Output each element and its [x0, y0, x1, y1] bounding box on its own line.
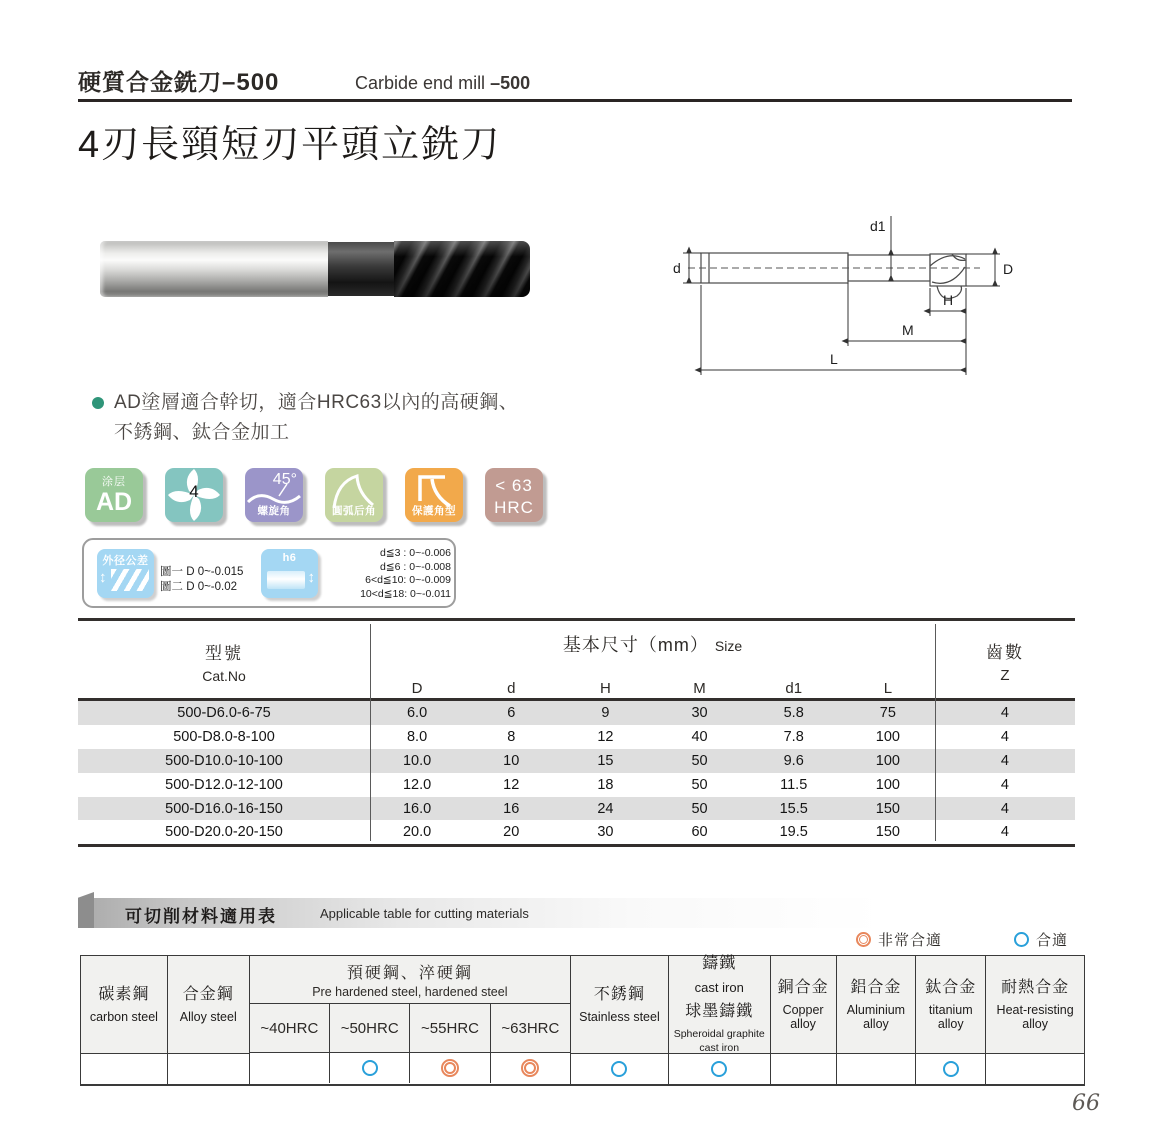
protect-corner-label: 保護角型	[412, 505, 456, 517]
size-table-body	[78, 701, 1075, 844]
series-name-zh: 硬質合金銑刀	[78, 69, 222, 95]
dimension-cell: 8.0	[406, 728, 428, 745]
bullet-dot-icon	[92, 397, 104, 409]
feature-note-line1: AD塗層適合幹切，適合HRC63以內的高硬鋼、	[114, 392, 519, 413]
hardness-badge	[485, 468, 543, 522]
material-name-en: Pre hardened steel, hardened steel	[312, 985, 508, 999]
teeth-cell: 4	[1000, 824, 1009, 841]
dimension-cell: 15.5	[779, 800, 808, 817]
dimension-cell: 6.0	[406, 704, 428, 721]
dimension-cell: 9	[601, 704, 610, 721]
coating-badge	[85, 468, 143, 522]
series-number-zh: –500	[222, 69, 280, 96]
dim-label-L: L	[830, 351, 838, 367]
dimension-cell: 9.6	[783, 752, 804, 769]
material-column	[770, 956, 836, 1084]
rating-cell	[837, 1054, 916, 1084]
material-name-zh: 預硬鋼、淬硬鋼	[346, 965, 473, 982]
material-name-zh: cast iron	[694, 979, 744, 995]
material-name-zh: 銅合金	[777, 978, 829, 996]
material-name-en: Alloy steel	[179, 1009, 237, 1024]
table-divider	[370, 624, 371, 841]
material-name-en: titanium alloy	[928, 1002, 973, 1031]
tolerance-fig1: 圖一 D 0~-0.015	[160, 566, 244, 578]
size-table-row	[78, 773, 1075, 797]
material-name-zh: 球墨鑄鐵	[685, 1002, 754, 1020]
legend-excellent	[856, 929, 942, 950]
material-column	[167, 956, 249, 1084]
dim-label-D: D	[1003, 261, 1014, 277]
dimension-cell: 8	[507, 728, 516, 745]
dimension-cell: 16.0	[402, 800, 432, 817]
dimension-cell: 100	[875, 752, 900, 769]
helix-angle-badge	[245, 468, 303, 522]
hardened-steel-group-header	[250, 956, 570, 1004]
size-header-zh: 基本尺寸（mm）	[562, 635, 709, 655]
relief-badge	[325, 468, 383, 522]
rating-cell	[250, 1053, 329, 1083]
series-number-en: –500	[490, 73, 531, 93]
material-header	[81, 956, 167, 1054]
material-column	[249, 956, 570, 1084]
material-name-zh: 鋁合金	[850, 978, 902, 996]
rating-cell	[771, 1054, 836, 1084]
updown-arrow-icon: ↕	[99, 569, 107, 586]
tolerance-range-row: d≦6 : 0~-0.008	[380, 560, 451, 573]
dimension-cell: 6	[507, 704, 516, 721]
dimension-cell: 50	[691, 776, 708, 793]
endmill-shank	[100, 241, 328, 297]
hardness-limit: < 63	[495, 476, 533, 495]
material-header	[837, 956, 916, 1054]
hrc-range-header: ~63HRC	[490, 1004, 570, 1052]
rating-cell	[409, 1053, 489, 1083]
rating-cell	[986, 1054, 1084, 1084]
dimension-cell: 7.8	[783, 728, 804, 745]
hrc-range-header: ~40HRC	[250, 1004, 329, 1052]
dimension-cell: 10	[503, 752, 520, 769]
materials-banner	[78, 898, 1085, 928]
catno-cell: 500-D16.0-16-150	[165, 800, 283, 817]
helix-angle-label: 螺旋角	[257, 505, 291, 517]
page-number: 66	[1072, 1091, 1100, 1116]
size-table-row	[78, 701, 1075, 725]
catno-header	[78, 621, 370, 701]
relief-label: 圓弧后角	[332, 505, 376, 517]
material-column	[915, 956, 985, 1084]
material-name-zh: 鑄鐵	[702, 954, 737, 972]
catno-cell: 500-D10.0-10-100	[165, 752, 283, 769]
legend-good-label: 合適	[1035, 932, 1068, 949]
tolerance-fig2: 圖二 D 0~-0.02	[160, 581, 238, 593]
material-name-zh: 碳素鋼	[98, 985, 150, 1003]
dimension-cell: 12.0	[402, 776, 432, 793]
dimension-column-label: d	[507, 680, 516, 697]
endmill-neck	[328, 242, 394, 296]
dimension-column-labels	[370, 680, 935, 697]
dimension-column-label: d1	[785, 680, 803, 697]
feature-note-line2: 不銹鋼、鈦合金加工	[114, 422, 290, 443]
rating-circle-excellent	[521, 1059, 539, 1077]
od-tolerance-badge	[97, 549, 154, 598]
table-divider	[935, 624, 936, 841]
catno-header-en: Cat.No	[202, 667, 246, 684]
material-header	[986, 956, 1084, 1054]
header-rule	[78, 99, 1072, 102]
dimension-cell: 60	[691, 824, 708, 841]
dimension-column-label: D	[411, 680, 423, 697]
dim-label-M: M	[902, 322, 914, 338]
series-title-en	[355, 73, 530, 94]
dimension-cell: 5.8	[783, 704, 804, 721]
dimension-cell: 30	[597, 824, 614, 841]
rating-circle-good	[711, 1061, 727, 1077]
materials-banner-en: Applicable table for cutting materials	[320, 906, 529, 921]
teeth-cell: 4	[1000, 704, 1009, 721]
teeth-header-en: Z	[1000, 667, 1010, 684]
rating-legend	[856, 929, 1068, 950]
material-name-zh: 不銹鋼	[593, 985, 645, 1003]
size-table-header	[78, 621, 1075, 701]
material-header	[571, 956, 668, 1054]
material-column	[836, 956, 916, 1084]
material-name-en: Stainless steel	[579, 1009, 660, 1024]
rating-cell	[329, 1053, 409, 1083]
tolerance-range-row: d≦3 : 0~-0.006	[380, 547, 451, 559]
material-name-en: Copper alloy	[782, 1002, 824, 1031]
size-table-row	[78, 820, 1075, 844]
rating-circle-good	[611, 1061, 627, 1077]
dimension-cell: 100	[875, 728, 900, 745]
rating-cell	[916, 1054, 985, 1084]
hrc-range-header: ~50HRC	[329, 1004, 409, 1052]
material-name-en: Heat-resisting alloy	[996, 1002, 1074, 1031]
material-name-en: carbon steel	[89, 1009, 158, 1024]
feature-note	[92, 388, 518, 448]
catno-cell: 500-D12.0-12-100	[165, 776, 283, 793]
helix-angle-value: 45°	[272, 471, 297, 488]
od-tolerance-label: 外径公差	[102, 555, 149, 567]
flute-count-badge	[165, 468, 223, 522]
catno-header-zh: 型號	[205, 643, 243, 663]
material-column	[985, 956, 1084, 1084]
rating-cell	[81, 1054, 167, 1084]
series-title-zh	[78, 64, 279, 97]
dimension-cell: 150	[875, 824, 900, 841]
teeth-cell: 4	[1000, 752, 1009, 769]
flute-count-value: 4	[189, 482, 199, 502]
dimension-column-label: M	[693, 680, 706, 697]
dimension-cell: 15	[597, 752, 614, 769]
coating-badge-label: 涂层	[102, 476, 126, 488]
catno-cell: 500-D6.0-6-75	[177, 704, 271, 721]
double-circle-icon	[856, 932, 871, 947]
rating-cell	[669, 1054, 770, 1084]
size-table	[78, 618, 1075, 847]
material-name-en: Aluminium alloy	[846, 1002, 906, 1031]
tolerance-range-row: 6<d≦10: 0~-0.009	[365, 574, 451, 586]
rating-circle-good	[362, 1060, 378, 1076]
material-header	[168, 956, 249, 1054]
dimension-cell: 20.0	[402, 824, 432, 841]
circle-icon	[1014, 932, 1029, 947]
legend-excellent-label: 非常合適	[878, 932, 943, 949]
dimension-cell: 50	[691, 752, 708, 769]
tolerance-ranges	[327, 547, 451, 601]
material-header	[669, 956, 770, 1054]
size-group-header	[370, 621, 935, 701]
material-column	[81, 956, 167, 1084]
material-name-zh: 耐熱合金	[1001, 978, 1070, 996]
dimension-cell: 150	[875, 800, 900, 817]
dimension-cell: 10.0	[402, 752, 432, 769]
table-bottom-border	[78, 844, 1075, 847]
rating-circle-excellent	[441, 1059, 459, 1077]
cylinder-icon	[267, 571, 305, 589]
hardness-unit: HRC	[494, 498, 534, 517]
coating-badge-value: AD	[95, 488, 133, 516]
rating-circle-good	[943, 1061, 959, 1077]
dimension-cell: 11.5	[780, 776, 808, 793]
product-title: 4刃長頸短刃平頭立銑刀	[78, 124, 502, 166]
material-header	[916, 956, 985, 1054]
h6-label: h6	[282, 552, 297, 564]
rating-cell	[168, 1054, 249, 1084]
endmill-flutes	[394, 241, 530, 297]
dimension-cell: 40	[691, 728, 708, 745]
dimension-column-label: H	[599, 680, 611, 697]
material-column	[668, 956, 770, 1084]
teeth-header	[935, 621, 1075, 701]
dimension-column-label: L	[883, 680, 893, 697]
dimension-cell: 75	[879, 704, 896, 721]
updown-arrow-icon: ↕	[307, 569, 315, 586]
rating-cell	[490, 1053, 570, 1083]
material-name-zh: 鈦合金	[925, 978, 977, 996]
dim-label-d1: d1	[870, 218, 886, 234]
endmill-photo	[100, 241, 530, 297]
material-name-en: Spheroidal graphite cast iron	[673, 1027, 765, 1054]
size-table-row	[78, 725, 1075, 749]
dimension-cell: 30	[691, 704, 708, 721]
size-table-row	[78, 749, 1075, 773]
hrc-range-header: ~55HRC	[409, 1004, 489, 1052]
teeth-header-zh: 齒數	[986, 643, 1024, 662]
tolerance-figures	[160, 565, 243, 595]
catno-cell: 500-D20.0-20-150	[165, 824, 283, 841]
series-name-en: Carbide end mill	[355, 73, 491, 93]
dimension-cell: 24	[597, 800, 614, 817]
dimension-cell: 18	[597, 776, 614, 793]
material-header	[771, 956, 836, 1054]
dim-label-H: H	[943, 292, 954, 308]
dimension-cell: 12	[597, 728, 614, 745]
dimension-cell: 12	[503, 776, 520, 793]
size-table-row	[78, 797, 1075, 821]
teeth-cell: 4	[1000, 776, 1009, 793]
dimension-cell: 19.5	[779, 824, 808, 841]
h6-badge	[261, 549, 318, 598]
material-name-zh: 合金鋼	[182, 985, 234, 1003]
legend-good	[1014, 929, 1068, 950]
protect-corner-badge	[405, 468, 463, 522]
dim-label-d: d	[673, 260, 681, 276]
tolerance-box	[82, 538, 456, 608]
materials-table	[80, 955, 1085, 1086]
tolerance-range-row: 10<d≦18: 0~-0.011	[360, 587, 451, 600]
dimension-cell: 100	[875, 776, 900, 793]
dimension-cell: 20	[503, 824, 520, 841]
teeth-cell: 4	[1000, 728, 1009, 745]
catno-cell: 500-D8.0-8-100	[173, 728, 275, 745]
dimension-cell: 50	[691, 800, 708, 817]
material-column	[570, 956, 668, 1084]
teeth-cell: 4	[1000, 800, 1009, 817]
dimension-diagram	[648, 203, 1118, 387]
dimension-cell: 16	[503, 800, 520, 817]
materials-banner-zh: 可切削材料適用表	[125, 907, 277, 926]
size-header-en: Size	[714, 638, 743, 654]
rating-cell	[571, 1054, 668, 1084]
stripes-icon	[111, 569, 149, 591]
